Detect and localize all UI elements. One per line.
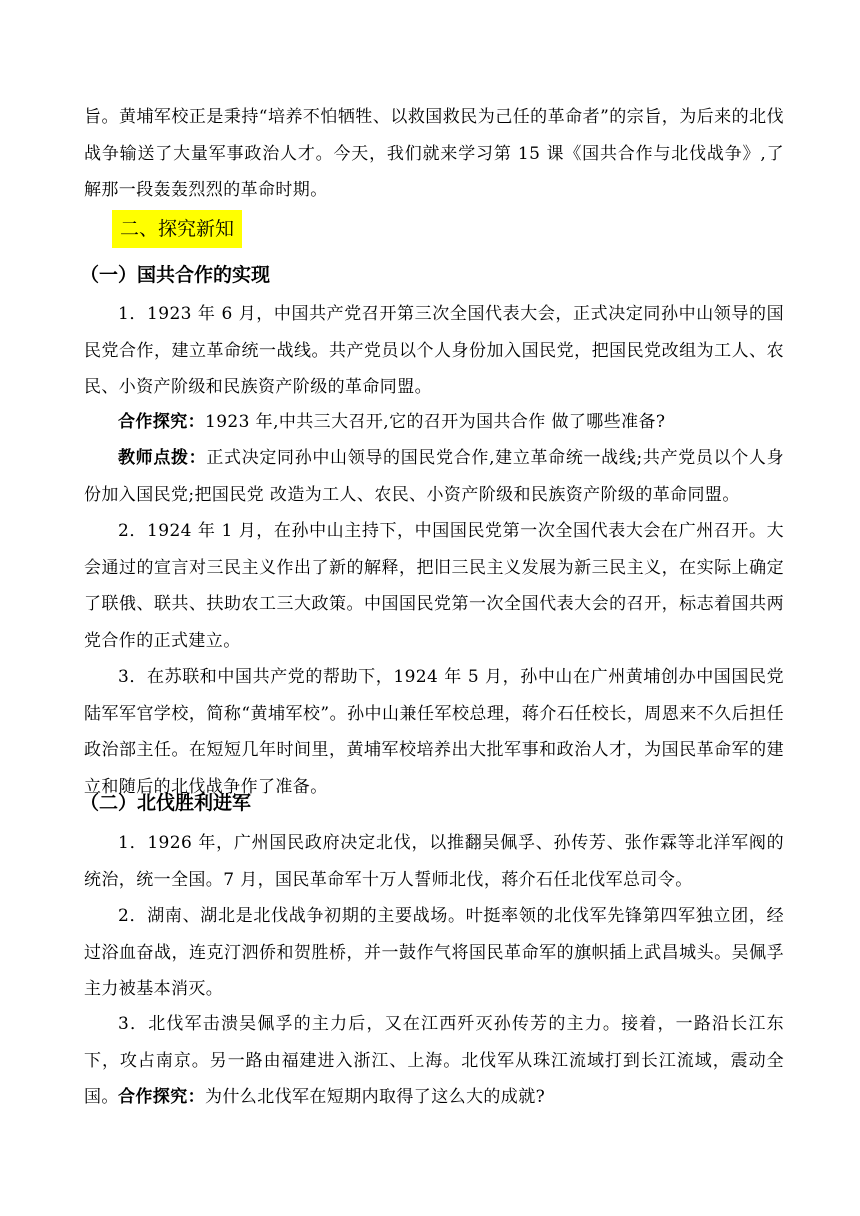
intro-paragraph: 旨。黄埔军校正是秉持“培养不怕牺牲、以救国救民为己任的革命者”的宗旨，为后来的北伐战争输送了大量军事政治人才。今天，我们就来学习第 15 课《国共合作与北伐战争》,了解那一段轰轰烈烈的革命时期。 [84,107,784,200]
section1-paragraph-3: 3．在苏联和中国共产党的帮助下，1924 年 5 月，孙中山在广州黄埔创办中国国民党陆军军官学校，简称“黄埔军校”。孙中山兼任军校总理，蒋介石任校长，周恩来不久后担任政治部主任。在短短几年时间里，黄埔军校培养出大批军事和政治人才，为国民革命军的建立和随后的北伐战争作了准备。 [84,667,784,797]
question-label: 合作探究： [118,412,205,432]
question-text: 1923 年,中共三大召开,它的召开为国共合作 做了哪些准备? [205,412,666,432]
section2-paragraph-2: 2．湖南、湖北是北伐战争初期的主要战场。叶挺率领的北伐军先锋第四军独立团，经过浴血奋战，连克汀泗侨和贺胜桥，并一鼓作气将国民革命军的旗帜插上武昌城头。吴佩孚主力被基本消灭。 [84,906,784,999]
section1-question [84,404,784,441]
answer-label: 教师点拨： [118,448,207,468]
answer-text: 正式决定同孙中山领导的国民党合作,建立革命统一战线;共产党员以个人身份加入国民党;把国民党 改造为工人、农民、小资产阶级和民族资产阶级的革命同盟。 [84,448,785,505]
section2-paragraph-3: 3．北伐军击溃吴佩孚的主力后，又在江西歼灭孙传芳的主力。接着，一路沿长江东下，攻占南京。另一路由福建进入浙江、上海。北伐军从珠江流域打到长江流域，震动全国。 [84,1014,784,1107]
section1-paragraph-2: 2．1924 年 1 月，在孙中山主持下，中国国民党第一次全国代表大会在广州召开。大会通过的宣言对三民主义作出了新的解释，把旧三民主义发展为新三民主义，在实际上确定了联俄、联共、扶助农工三大政策。中国国民党第一次全国代表大会的召开，标志着国共两党合作的正式建立。 [84,521,784,651]
question-label: 合作探究： [118,1087,205,1107]
section2-question [84,1079,784,1116]
section1-title: （一）国共合作的实现 [80,264,271,286]
section1-paragraph-1: 1．1923 年 6 月，中国共产党召开第三次全国代表大会，正式决定同孙中山领导的国民党合作，建立革命统一战线。共产党员以个人身份加入国民党，把国民党改组为工人、农民、小资产阶级和民族资产阶级的革命同盟。 [84,304,784,397]
question-text: 为什么北伐军在短期内取得了这么大的成就? [205,1087,546,1107]
section2-title: （二）北伐胜利进军 [80,792,252,814]
part-title: 二、探究新知 [112,210,242,248]
section1-answer [84,440,784,513]
section2-paragraph-1: 1．1926 年，广州国民政府决定北伐，以推翻吴佩孚、孙传芳、张作霖等北洋军阀的统治，统一全国。7 月，国民革命军十万人誓师北伐，蒋介石任北伐军总司令。 [84,833,784,890]
